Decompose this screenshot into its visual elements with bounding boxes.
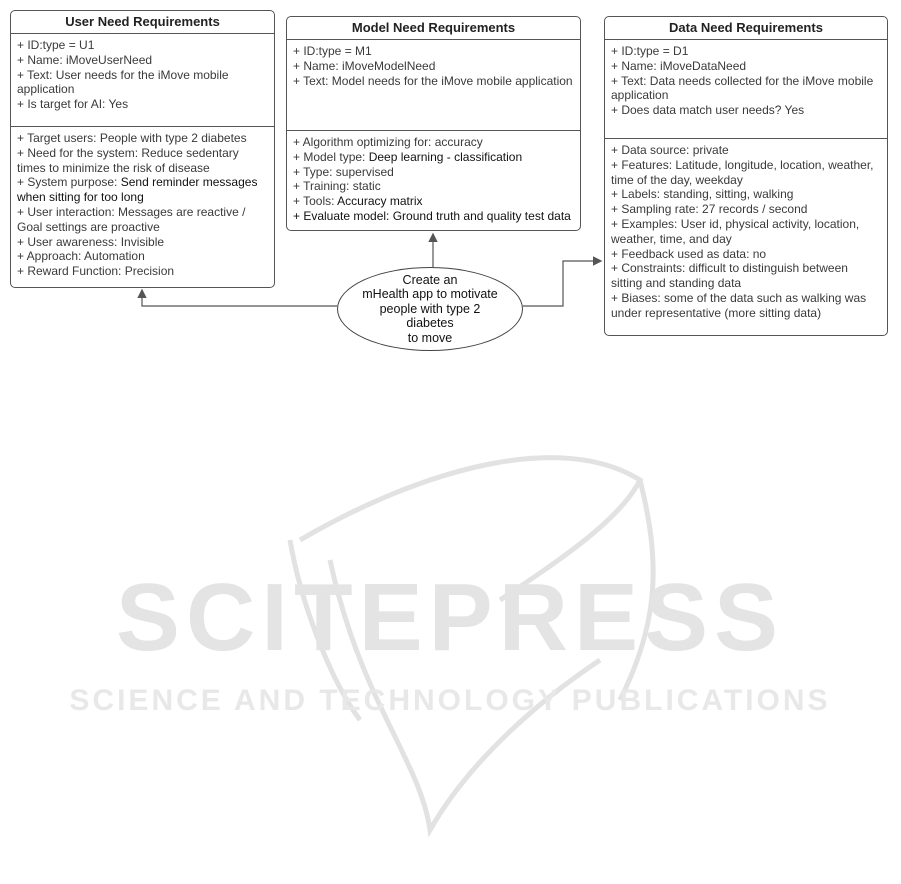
user-box-ai-target: + Is target for AI: Yes: [17, 97, 129, 112]
scitepress-watermark: [0, 352, 901, 884]
user-box-name: + Name: iMoveUserNeed: [17, 52, 153, 67]
data-box-item: + Constraints: difficult to distinguish between sitting and standing data: [611, 261, 848, 291]
data-box-text: + Text: Data needs collected for the iMove mobile application: [611, 73, 874, 103]
goal-text: Create an mHealth app to motivate people with type 2 diabetes to move: [362, 272, 498, 345]
data-box-name: + Name: iMoveDataNeed: [611, 58, 747, 73]
user-box-text: + Text: User needs for the iMove mobile application: [17, 67, 229, 97]
model-box-header: [287, 40, 580, 130]
model-box-item: + Tools: Accuracy matrix: [293, 194, 423, 209]
requirements-diagram: [0, 0, 901, 352]
data-box-title: Data Need Requirements: [605, 17, 887, 40]
data-box-item: + Feedback used as data: no: [611, 246, 767, 261]
data-box-item: + Data source: private: [611, 143, 729, 157]
goal-ellipse: [337, 267, 523, 351]
user-need-requirements-box: [10, 10, 275, 288]
user-box-item: + Need for the system: Reduce sedentary times to minimize the risk of disease: [17, 145, 239, 175]
user-box-header: [11, 34, 274, 126]
data-box-id: + ID:type = D1: [611, 44, 689, 58]
model-box-item: + Type: supervised: [293, 164, 394, 179]
user-box-item: + Approach: Automation: [17, 249, 145, 264]
model-box-item: + Training: static: [293, 179, 381, 194]
user-box-item: + User awareness: Invisible: [17, 234, 165, 249]
model-box-item: + Model type: Deep learning - classification: [293, 149, 523, 164]
user-box-item: + Target users: People with type 2 diabetes: [17, 131, 247, 145]
data-box-item: + Features: Latitude, longitude, location, weather, time of the day, weekday: [611, 157, 874, 187]
arrow-to-user-box: [142, 291, 337, 306]
arrow-to-data-box: [523, 261, 600, 306]
user-box-item: + System purpose: Send reminder messages when sitting for too long: [17, 175, 258, 205]
user-box-title: User Need Requirements: [11, 11, 274, 34]
data-box-header: [605, 40, 887, 138]
model-box-item: + Evaluate model: Ground truth and quality test data: [293, 208, 571, 223]
data-box-item: + Biases: some of the data such as walking was under representative (more sitting data): [611, 290, 867, 320]
user-box-id: + ID:type = U1: [17, 38, 95, 52]
model-box-id: + ID:type = M1: [293, 44, 372, 58]
user-box-item: + User interaction: Messages are reactive / Goal settings are proactive: [17, 204, 246, 234]
data-box-item: + Labels: standing, sitting, walking: [611, 187, 794, 202]
user-box-item: + Reward Function: Precision: [17, 264, 175, 279]
model-need-requirements-box: [286, 16, 581, 231]
data-box-body: [605, 138, 887, 325]
model-box-body: [287, 130, 580, 228]
model-box-name: + Name: iMoveModelNeed: [293, 58, 436, 73]
watermark-subtitle: SCIENCE AND TECHNOLOGY PUBLICATIONS: [69, 684, 831, 717]
watermark-title: SCITEPRESS: [115, 564, 785, 671]
data-box-item: + Sampling rate: 27 records / second: [611, 202, 808, 217]
model-box-title: Model Need Requirements: [287, 17, 580, 40]
user-box-body: [11, 126, 274, 283]
data-box-item: + Examples: User id, physical activity, location, weather, time, and day: [611, 216, 860, 246]
model-box-text: + Text: Model needs for the iMove mobile application: [293, 73, 573, 88]
data-box-match: + Does data match user needs? Yes: [611, 103, 805, 118]
model-box-item: + Algorithm optimizing for: accuracy: [293, 135, 483, 149]
data-need-requirements-box: [604, 16, 888, 336]
